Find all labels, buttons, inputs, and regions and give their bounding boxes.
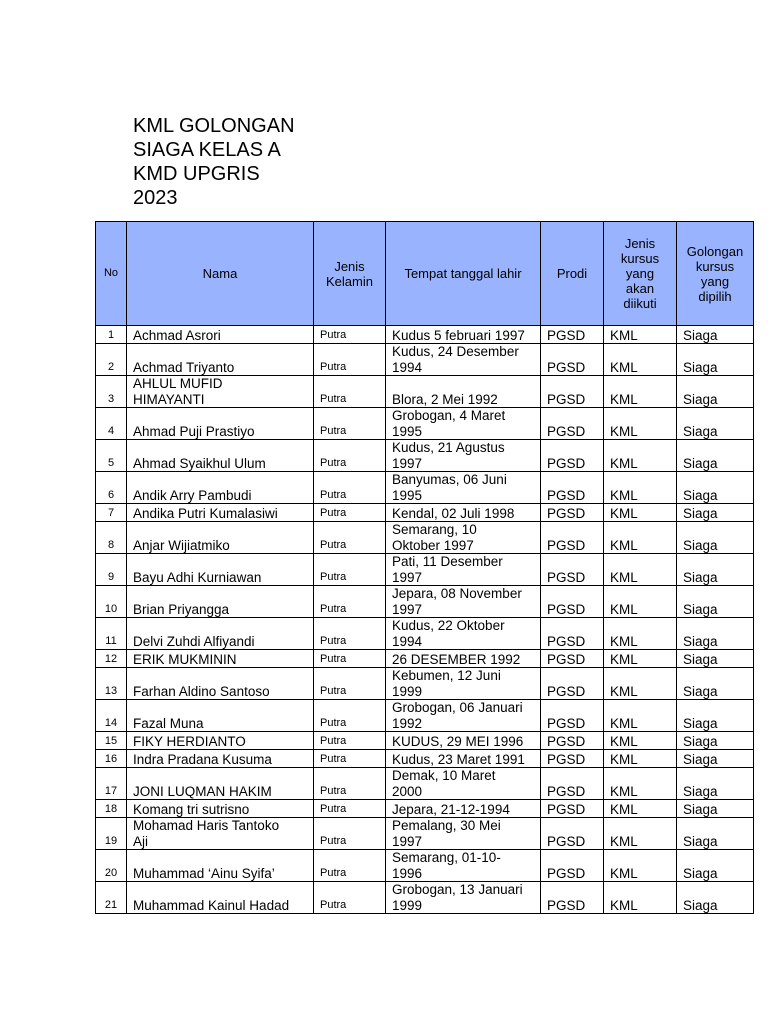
cell-line: Jepara, 21-12-1994 (392, 801, 510, 817)
cell-ttl (386, 408, 541, 440)
cell-prodi: PGSD (541, 800, 604, 818)
cell-line: Kebumen, 12 Juni (392, 668, 501, 683)
cell-ttl (386, 818, 541, 850)
cell-ttl (386, 504, 541, 522)
cell-jenis-kelamin: Putra (314, 818, 386, 850)
cell-line: Grobogan, 13 Januari (392, 882, 523, 897)
cell-nama (127, 586, 314, 618)
cell-ttl (386, 376, 541, 408)
cell-jenis-kelamin: Putra (314, 554, 386, 586)
header-line: diikuti (623, 296, 657, 311)
cell-jenis-kursus: KML (604, 668, 677, 700)
table-header-row (96, 222, 754, 326)
cell-line: FIKY HERDIANTO (133, 733, 246, 749)
cell-no: 9 (96, 554, 127, 586)
cell-golongan: Siaga (677, 408, 754, 440)
title-line: 2023 (133, 187, 178, 209)
cell-golongan: Siaga (677, 800, 754, 818)
cell-jenis-kelamin: Putra (314, 700, 386, 732)
table-row (96, 408, 754, 440)
cell-prodi: PGSD (541, 472, 604, 504)
cell-golongan: Siaga (677, 440, 754, 472)
cell-no: 2 (96, 344, 127, 376)
cell-line: Bayu Adhi Kurniawan (133, 569, 262, 585)
cell-jenis-kelamin: Putra (314, 326, 386, 344)
cell-jenis-kursus: KML (604, 882, 677, 914)
cell-ttl (386, 522, 541, 554)
table-row (96, 668, 754, 700)
cell-jenis-kelamin: Putra (314, 850, 386, 882)
header-line: yang (700, 273, 730, 289)
cell-ttl (386, 700, 541, 732)
cell-jenis-kelamin: Putra (314, 440, 386, 472)
header-line: Golongan (686, 243, 744, 259)
cell-no: 18 (96, 800, 127, 818)
cell-line: Farhan Aldino Santoso (133, 683, 270, 699)
cell-line: Ahmad Syaikhul Ulum (133, 455, 266, 471)
cell-prodi: PGSD (541, 750, 604, 768)
header-golongan (677, 222, 754, 326)
cell-line: AHLUL MUFID (133, 376, 223, 391)
cell-no: 19 (96, 818, 127, 850)
cell-line: 1994 (392, 359, 423, 375)
cell-ttl (386, 440, 541, 472)
cell-jenis-kelamin: Putra (314, 650, 386, 668)
cell-line: 1997 (392, 569, 423, 585)
cell-line: 1994 (392, 633, 423, 649)
cell-no: 17 (96, 768, 127, 800)
cell-jenis-kelamin: Putra (314, 408, 386, 440)
header-jenis-kelamin (314, 222, 386, 326)
cell-jenis-kursus: KML (604, 768, 677, 800)
cell-golongan: Siaga (677, 668, 754, 700)
cell-prodi: PGSD (541, 554, 604, 586)
cell-line: Ahmad Puji Prastiyo (133, 423, 255, 439)
cell-line: Delvi Zuhdi Alfiyandi (133, 633, 255, 649)
table-row (96, 554, 754, 586)
cell-jenis-kelamin: Putra (314, 586, 386, 618)
cell-nama (127, 800, 314, 818)
cell-no: 5 (96, 440, 127, 472)
cell-golongan: Siaga (677, 732, 754, 750)
cell-prodi: PGSD (541, 700, 604, 732)
cell-line: Kendal, 02 Juli 1998 (392, 505, 515, 521)
cell-line: 1996 (392, 865, 423, 881)
cell-ttl (386, 344, 541, 376)
cell-no: 16 (96, 750, 127, 768)
cell-ttl (386, 668, 541, 700)
cell-golongan: Siaga (677, 522, 754, 554)
cell-jenis-kursus: KML (604, 650, 677, 668)
cell-line: Blora, 2 Mei 1992 (392, 391, 498, 407)
cell-no: 3 (96, 376, 127, 408)
cell-nama (127, 650, 314, 668)
cell-ttl (386, 472, 541, 504)
table-row (96, 504, 754, 522)
cell-no: 15 (96, 732, 127, 750)
cell-jenis-kursus: KML (604, 344, 677, 376)
cell-nama (127, 376, 314, 408)
cell-nama (127, 768, 314, 800)
cell-nama (127, 408, 314, 440)
cell-line: Muhammad ‘Ainu Syifa’ (133, 865, 275, 881)
cell-no: 13 (96, 668, 127, 700)
cell-line: 1995 (392, 487, 423, 503)
cell-jenis-kelamin: Putra (314, 882, 386, 914)
cell-line: Semarang, 10 (392, 522, 477, 537)
cell-jenis-kelamin: Putra (314, 668, 386, 700)
cell-ttl (386, 326, 541, 344)
cell-golongan: Siaga (677, 750, 754, 768)
table-row (96, 818, 754, 850)
cell-line: Semarang, 01-10- (392, 850, 501, 865)
cell-jenis-kursus: KML (604, 504, 677, 522)
table-row (96, 650, 754, 668)
cell-golongan: Siaga (677, 882, 754, 914)
cell-jenis-kelamin: Putra (314, 732, 386, 750)
cell-line: Andik Arry Pambudi (133, 487, 252, 503)
table-row (96, 732, 754, 750)
cell-golongan: Siaga (677, 618, 754, 650)
cell-ttl (386, 650, 541, 668)
table-row (96, 882, 754, 914)
cell-no: 11 (96, 618, 127, 650)
cell-golongan: Siaga (677, 586, 754, 618)
title-line: SIAGA KELAS A (133, 139, 281, 161)
cell-line: Oktober 1997 (392, 537, 474, 553)
title-line: KML GOLONGAN (133, 115, 295, 137)
header-line: akan (625, 281, 655, 296)
cell-jenis-kursus: KML (604, 800, 677, 818)
cell-jenis-kelamin: Putra (314, 522, 386, 554)
cell-nama (127, 472, 314, 504)
cell-line: Achmad Triyanto (133, 359, 235, 375)
cell-prodi: PGSD (541, 668, 604, 700)
cell-nama (127, 554, 314, 586)
cell-jenis-kursus: KML (604, 850, 677, 882)
cell-prodi: PGSD (541, 522, 604, 554)
cell-nama (127, 750, 314, 768)
header-line: yang (625, 266, 655, 281)
cell-jenis-kursus: KML (604, 440, 677, 472)
cell-no: 1 (96, 326, 127, 344)
cell-prodi: PGSD (541, 504, 604, 522)
cell-prodi: PGSD (541, 650, 604, 668)
table-row (96, 586, 754, 618)
cell-nama (127, 850, 314, 882)
cell-jenis-kursus: KML (604, 522, 677, 554)
cell-prodi: PGSD (541, 818, 604, 850)
cell-line: Pati, 11 Desember (392, 554, 503, 569)
table-row (96, 344, 754, 376)
cell-jenis-kursus: KML (604, 818, 677, 850)
cell-no: 8 (96, 522, 127, 554)
cell-ttl (386, 850, 541, 882)
header-no: No (96, 222, 127, 326)
cell-prodi: PGSD (541, 326, 604, 344)
cell-prodi: PGSD (541, 618, 604, 650)
cell-line: 1997 (392, 833, 423, 849)
cell-line: Demak, 10 Maret (392, 768, 496, 783)
cell-line: 1999 (392, 897, 423, 913)
cell-jenis-kelamin: Putra (314, 768, 386, 800)
cell-jenis-kursus: KML (604, 326, 677, 344)
table-row (96, 700, 754, 732)
cell-no: 10 (96, 586, 127, 618)
cell-jenis-kursus: KML (604, 472, 677, 504)
cell-golongan: Siaga (677, 768, 754, 800)
cell-line: Kudus, 21 Agustus (392, 440, 505, 455)
cell-line: 1992 (392, 715, 423, 731)
cell-line: Andika Putri Kumalasiwi (133, 505, 278, 521)
header-jenis-kursus (604, 222, 677, 326)
cell-line: Fazal Muna (133, 715, 204, 731)
cell-prodi: PGSD (541, 850, 604, 882)
cell-no: 20 (96, 850, 127, 882)
cell-line: Brian Priyangga (133, 601, 230, 617)
cell-ttl (386, 732, 541, 750)
cell-jenis-kursus: KML (604, 732, 677, 750)
cell-line: Anjar Wijiatmiko (133, 537, 230, 553)
cell-line: Kudus 5 februari 1997 (392, 327, 525, 343)
table-row (96, 750, 754, 768)
cell-line: KUDUS, 29 MEI 1996 (392, 733, 524, 749)
cell-line: Muhammad Kainul Hadad (133, 897, 290, 913)
cell-line: 2000 (392, 783, 423, 799)
cell-line: Pemalang, 30 Mei (392, 818, 501, 833)
table-row (96, 326, 754, 344)
cell-golongan: Siaga (677, 818, 754, 850)
cell-line: HIMAYANTI (133, 391, 205, 407)
cell-prodi: PGSD (541, 732, 604, 750)
cell-golongan: Siaga (677, 700, 754, 732)
cell-golongan: Siaga (677, 376, 754, 408)
cell-line: Grobogan, 06 Januari (392, 700, 523, 715)
cell-prodi: PGSD (541, 768, 604, 800)
cell-jenis-kelamin: Putra (314, 472, 386, 504)
header-prodi: Prodi (541, 222, 604, 326)
cell-no: 7 (96, 504, 127, 522)
cell-nama (127, 732, 314, 750)
title-line: KMD UPGRIS (133, 163, 260, 185)
cell-jenis-kelamin: Putra (314, 344, 386, 376)
cell-jenis-kelamin: Putra (314, 376, 386, 408)
cell-nama (127, 344, 314, 376)
cell-golongan: Siaga (677, 472, 754, 504)
cell-line: Indra Pradana Kusuma (133, 751, 272, 767)
cell-jenis-kursus: KML (604, 554, 677, 586)
cell-line: JONI LUQMAN HAKIM (133, 783, 272, 799)
cell-ttl (386, 800, 541, 818)
cell-nama (127, 326, 314, 344)
table-row (96, 800, 754, 818)
cell-jenis-kelamin: Putra (314, 504, 386, 522)
cell-nama (127, 882, 314, 914)
cell-prodi: PGSD (541, 440, 604, 472)
header-line: Jenis (334, 258, 365, 274)
table-row (96, 522, 754, 554)
cell-golongan: Siaga (677, 344, 754, 376)
header-nama: Nama (127, 222, 314, 326)
cell-no: 21 (96, 882, 127, 914)
cell-line: Jepara, 08 November (392, 586, 522, 601)
header-line: dipilih (698, 288, 732, 304)
cell-prodi: PGSD (541, 408, 604, 440)
cell-jenis-kursus: KML (604, 586, 677, 618)
cell-golongan: Siaga (677, 650, 754, 668)
cell-no: 14 (96, 700, 127, 732)
cell-line: Mohamad Haris Tantoko (133, 818, 280, 833)
cell-nama (127, 618, 314, 650)
cell-jenis-kursus: KML (604, 700, 677, 732)
cell-prodi: PGSD (541, 882, 604, 914)
cell-ttl (386, 586, 541, 618)
cell-line: Komang tri sutrisno (133, 801, 250, 817)
cell-prodi: PGSD (541, 344, 604, 376)
table-row (96, 376, 754, 408)
cell-prodi: PGSD (541, 586, 604, 618)
cell-ttl (386, 768, 541, 800)
header-line: Jenis (624, 236, 656, 251)
cell-jenis-kursus: KML (604, 376, 677, 408)
cell-line: Kudus, 23 Maret 1991 (392, 751, 525, 767)
cell-no: 4 (96, 408, 127, 440)
cell-ttl (386, 750, 541, 768)
cell-line: 1995 (392, 423, 423, 439)
table-row (96, 440, 754, 472)
cell-ttl (386, 882, 541, 914)
header-line: Kelamin (326, 273, 373, 289)
cell-nama (127, 440, 314, 472)
table-row (96, 768, 754, 800)
cell-prodi: PGSD (541, 376, 604, 408)
participant-table (95, 221, 754, 914)
table-row (96, 472, 754, 504)
cell-line: ERIK MUKMININ (133, 651, 237, 667)
cell-jenis-kursus: KML (604, 618, 677, 650)
cell-nama (127, 668, 314, 700)
cell-line: Banyumas, 06 Juni (392, 472, 507, 487)
cell-jenis-kelamin: Putra (314, 800, 386, 818)
cell-line: Achmad Asrori (133, 327, 221, 343)
cell-line: 1997 (392, 601, 423, 617)
cell-line: Kudus, 22 Oktober (392, 618, 505, 633)
cell-line: 26 DESEMBER 1992 (392, 651, 521, 667)
header-ttl: Tempat tanggal lahir (386, 222, 541, 326)
table-row (96, 850, 754, 882)
cell-nama (127, 700, 314, 732)
cell-golongan: Siaga (677, 504, 754, 522)
cell-line: Kudus, 24 Desember (392, 344, 519, 359)
cell-line: 1997 (392, 455, 423, 471)
cell-line: Aji (133, 833, 149, 849)
header-line: kursus (695, 258, 735, 274)
cell-ttl (386, 554, 541, 586)
cell-no: 12 (96, 650, 127, 668)
cell-golongan: Siaga (677, 326, 754, 344)
cell-jenis-kelamin: Putra (314, 618, 386, 650)
table-body (96, 326, 754, 914)
cell-line: Grobogan, 4 Maret (392, 408, 506, 423)
cell-jenis-kelamin: Putra (314, 750, 386, 768)
cell-golongan: Siaga (677, 850, 754, 882)
cell-no: 6 (96, 472, 127, 504)
document-title (133, 114, 295, 210)
cell-nama (127, 504, 314, 522)
cell-line: 1999 (392, 683, 423, 699)
cell-nama (127, 818, 314, 850)
header-line: kursus (620, 251, 660, 266)
cell-jenis-kursus: KML (604, 750, 677, 768)
cell-nama (127, 522, 314, 554)
cell-jenis-kursus: KML (604, 408, 677, 440)
cell-golongan: Siaga (677, 554, 754, 586)
table-row (96, 618, 754, 650)
cell-ttl (386, 618, 541, 650)
